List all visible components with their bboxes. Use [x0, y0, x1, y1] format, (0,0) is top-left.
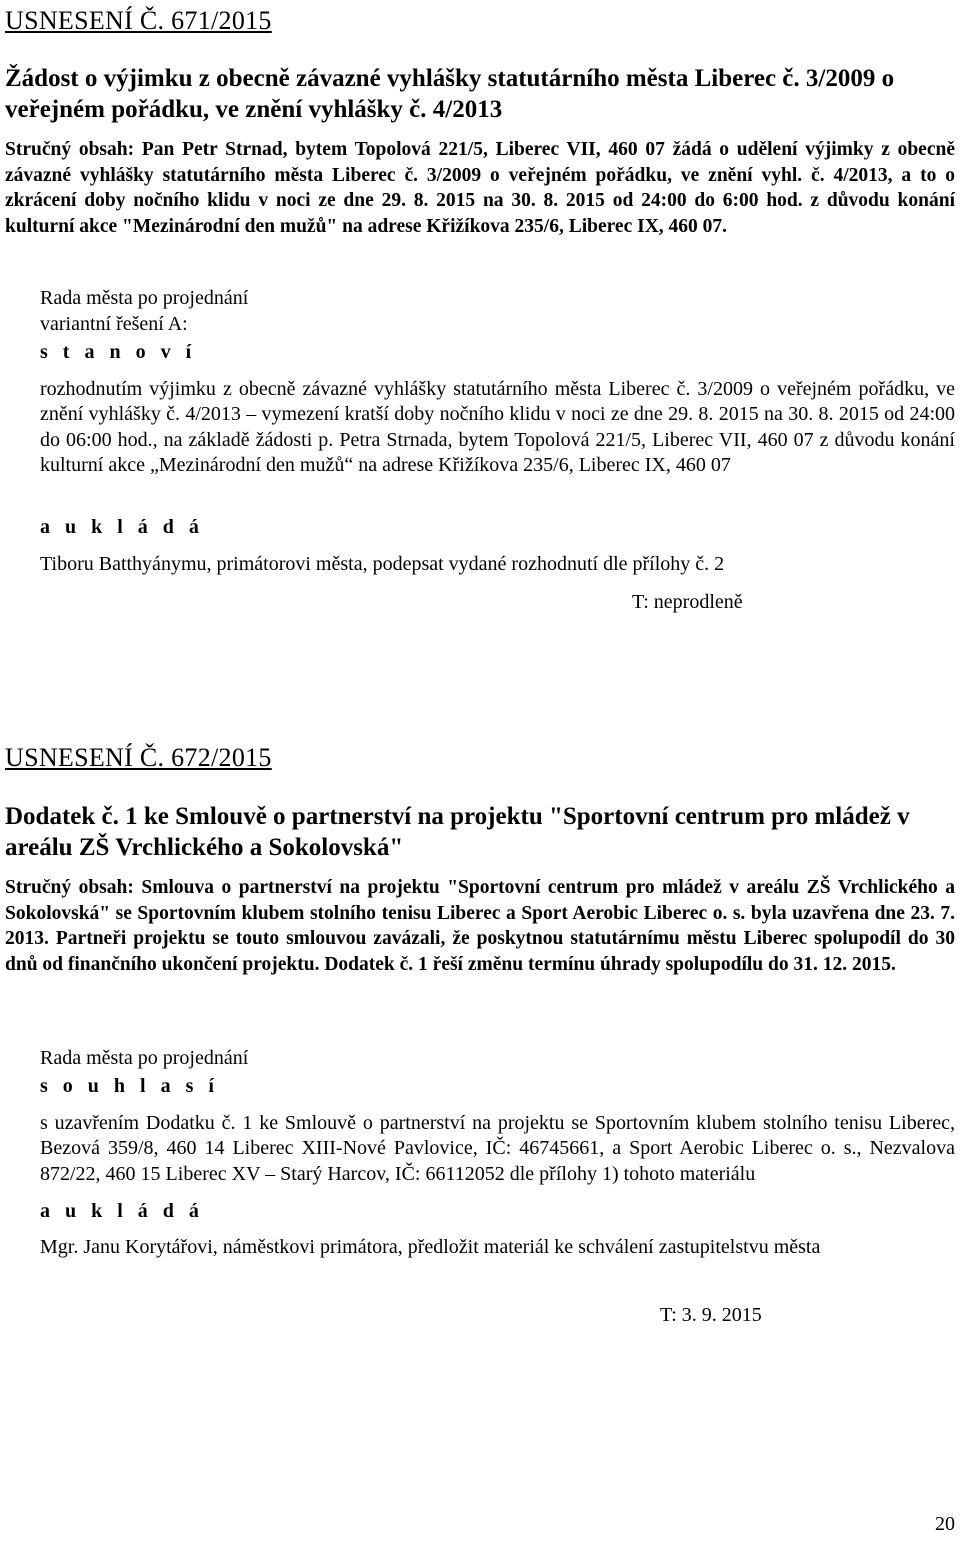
resolution-672-council-intro: Rada města po projednání	[40, 1047, 249, 1069]
resolution-671-task: Tiboru Batthyánymu, primátorovi města, podepsat vydané rozhodnutí dle přílohy č. 2	[40, 553, 725, 575]
resolution-672-title: Dodatek č. 1 ke Smlouvě o partnerství na projektu "Sportovní centrum pro mládež v areálu ZŠ Vrchlického a Sokolovská"	[5, 803, 910, 861]
page-number: 20	[935, 1513, 955, 1535]
resolution-671-summary: Stručný obsah: Pan Petr Strnad, bytem Topolová 221/5, Liberec VII, 460 07 žádá o udělení výjimky z obecně závazné vyhlášky statutárního města Liberec č. 3/2009 o veřejném pořádku, ve znění vyhl. č. 4/2013, a to o zkrácení doby nočního klidu v noci ze dne 29. 8. 2015 na 30. 8. 2015 od 24:00 do 6:00 hod. z důvodu konání kulturní akce "Mezinárodní den mužů" na adrese Křižíkova 235/6, Liberec IX, 460 07.	[5, 139, 955, 237]
resolution-671-deadline: T: neprodleně	[632, 591, 743, 613]
resolution-671-title: Žádost o výjimku z obecně závazné vyhlášky statutárního města Liberec č. 3/2009 o veřejném pořádku, ve znění vyhlášky č. 4/2013	[5, 65, 895, 123]
resolution-671-council-intro: Rada města po projednání	[40, 287, 249, 309]
resolution-671-heading: USNESENÍ Č. 671/2015	[5, 6, 272, 35]
resolution-672-heading: USNESENÍ Č. 672/2015	[5, 743, 272, 772]
resolution-672-task: Mgr. Janu Korytářovi, náměstkovi primátora, předložit materiál ke schválení zastupitelstvu města	[40, 1236, 821, 1258]
resolution-671-verb-uklada: a u k l á d á	[40, 516, 204, 538]
resolution-672-summary: Stručný obsah: Smlouva o partnerství na projektu "Sportovní centrum pro mládež v areálu ZŠ Vrchlického a Sokolovská" se Sportovním klubem stolního tenisu Liberec a Sport Aerobic Liberec o. s. byla uzavřena dne 23. 7. 2013. Partneři projektu se touto smlouvou zavázali, že poskytnou statutárnímu městu Liberec spolupodíl do 30 dnů od finančního ukončení projektu. Dodatek č. 1 řeší změnu termínu úhrady spolupodílu do 31. 12. 2015.	[5, 877, 955, 975]
resolution-672-verb-uklada: a u k l á d á	[40, 1200, 204, 1222]
resolution-672-deadline: T: 3. 9. 2015	[660, 1304, 762, 1326]
resolution-671-variant: variantní řešení A:	[40, 313, 188, 335]
resolution-672-decision: s uzavřením Dodatku č. 1 ke Smlouvě o partnerství na projektu se Sportovním klubem stolního tenisu Liberec, Bezová 359/8, 460 14 Liberec XIII-Nové Pavlovice, IČ: 46745661, a Sport Aerobic Liberec o. s., Nezvalova 872/22, 460 15 Liberec XV – Starý Harcov, IČ: 66112052 dle přílohy 1) tohoto materiálu	[40, 1112, 955, 1185]
resolution-672-verb-souhlasi: s o u h l a s í	[40, 1075, 219, 1097]
resolution-671-decision: rozhodnutím výjimku z obecně závazné vyhlášky statutárního města Liberec č. 3/2009 o veřejném pořádku, ve znění vyhlášky č. 4/2013 – vymezení kratší doby nočního klidu v noci ze dne 29. 8. 2015 na 30. 8. 2015 od 24:00 do 06:00 hod., na základě žádosti p. Petra Strnada, bytem Topolová 221/5, Liberec VII, 460 07 z důvodu konání kulturní akce „Mezinárodní den mužů“ na adrese Křižíkova 235/6, Liberec IX, 460 07	[40, 378, 955, 476]
resolution-671-verb-stanovi: s t a n o v í	[40, 341, 197, 363]
